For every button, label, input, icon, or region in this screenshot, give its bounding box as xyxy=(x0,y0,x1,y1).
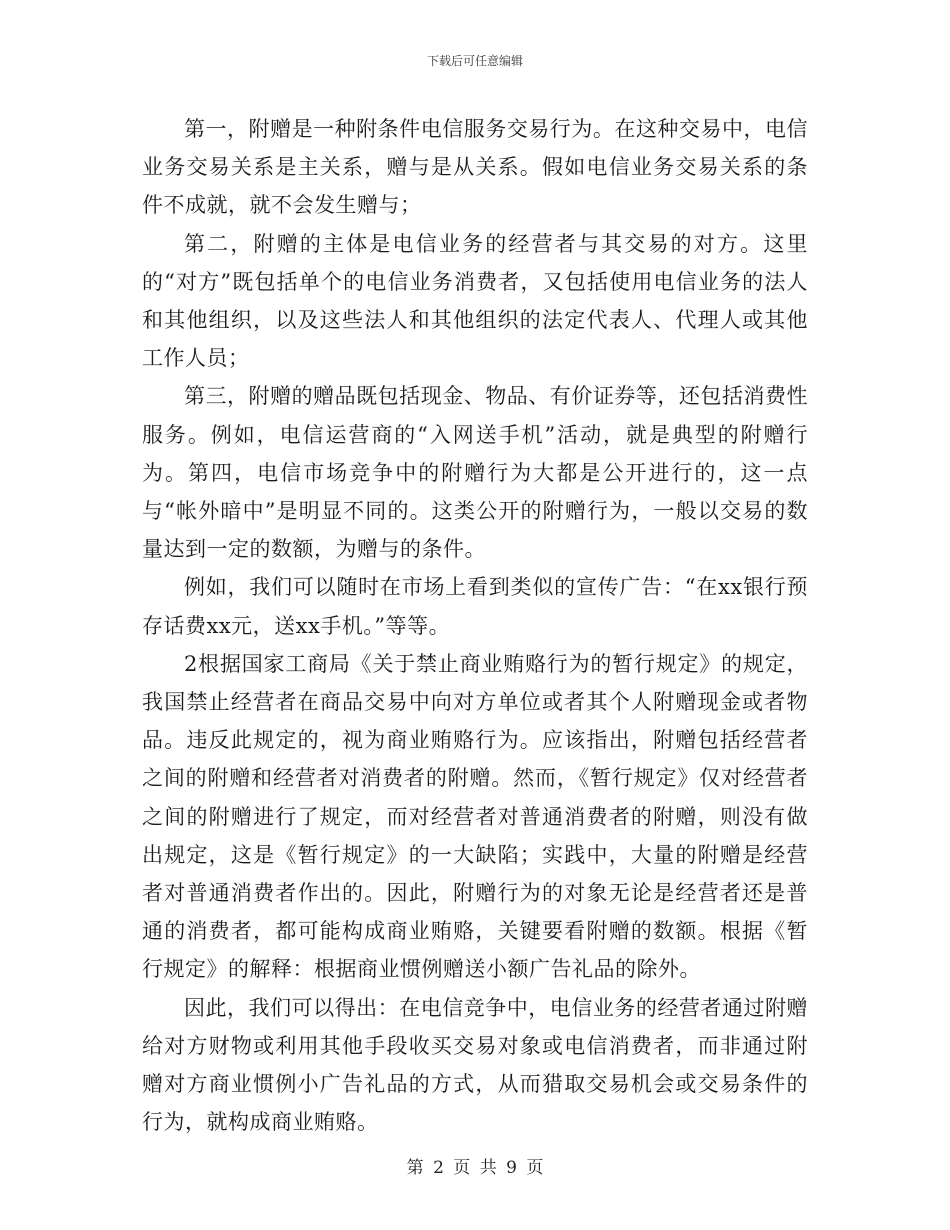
paragraph-1: 第一，附赠是一种附条件电信服务交易行为。在这种交易中，电信业务交易关系是主关系，赠与是从关系。假如电信业务交易关系的条件不成就，就不会发生赠与； xyxy=(142,117,808,218)
paragraph-4: 例如，我们可以随时在市场上看到类似的宣传广告：“在xx银行预存话费xx元，送xx手机。”等等。 xyxy=(142,575,808,638)
page-number-footer: 第 2 页 共 9 页 xyxy=(406,1158,544,1178)
document-body xyxy=(142,110,808,1141)
paragraph-3: 第三，附赠的赠品既包括现金、物品、有价证券等，还包括消费性服务。例如，电信运营商的“入网送手机”活动，就是典型的附赠行为。第四，电信市场竞争中的附赠行为大都是公开进行的，这一点与“帐外暗中”是明显不同的。这类公开的附赠行为，一般以交易的数量达到一定的数额，为赠与的条件。 xyxy=(142,384,808,562)
paragraph-6: 因此，我们可以得出：在电信竞争中，电信业务的经营者通过附赠给对方财物或利用其他手段收买交易对象或电信消费者，而非通过附赠对方商业惯例小广告礼品的方式，从而猎取交易机会或交易条件的行为，就构成商业贿赂。 xyxy=(142,995,808,1135)
paragraph-5: 2根据国家工商局《关于禁止商业贿赂行为的暂行规定》的规定，我国禁止经营者在商品交易中向对方单位或者其个人附赠现金或者物品。违反此规定的，视为商业贿赂行为。应该指出，附赠包括经营者之间的附赠和经营者对消费者的附赠。然而，《暂行规定》仅对经营者之间的附赠进行了规定，而对经营者对普通消费者的附赠，则没有做出规定，这是《暂行规定》的一大缺陷；实践中，大量的附赠是经营者对普通消费者作出的。因此，附赠行为的对象无论是经营者还是普通的消费者，都可能构成商业贿赂，关键要看附赠的数额。根据《暂行规定》的解释：根据商业惯例赠送小额广告礼品的除外。 xyxy=(142,651,808,982)
paragraph-2: 第二，附赠的主体是电信业务的经营者与其交易的对方。这里的“对方”既包括单个的电信业务消费者，又包括使用电信业务的法人和其他组织，以及这些法人和其他组织的法定代表人、代理人或其他工作人员； xyxy=(142,231,808,371)
page-header: 下载后可任意编辑 xyxy=(426,54,523,68)
